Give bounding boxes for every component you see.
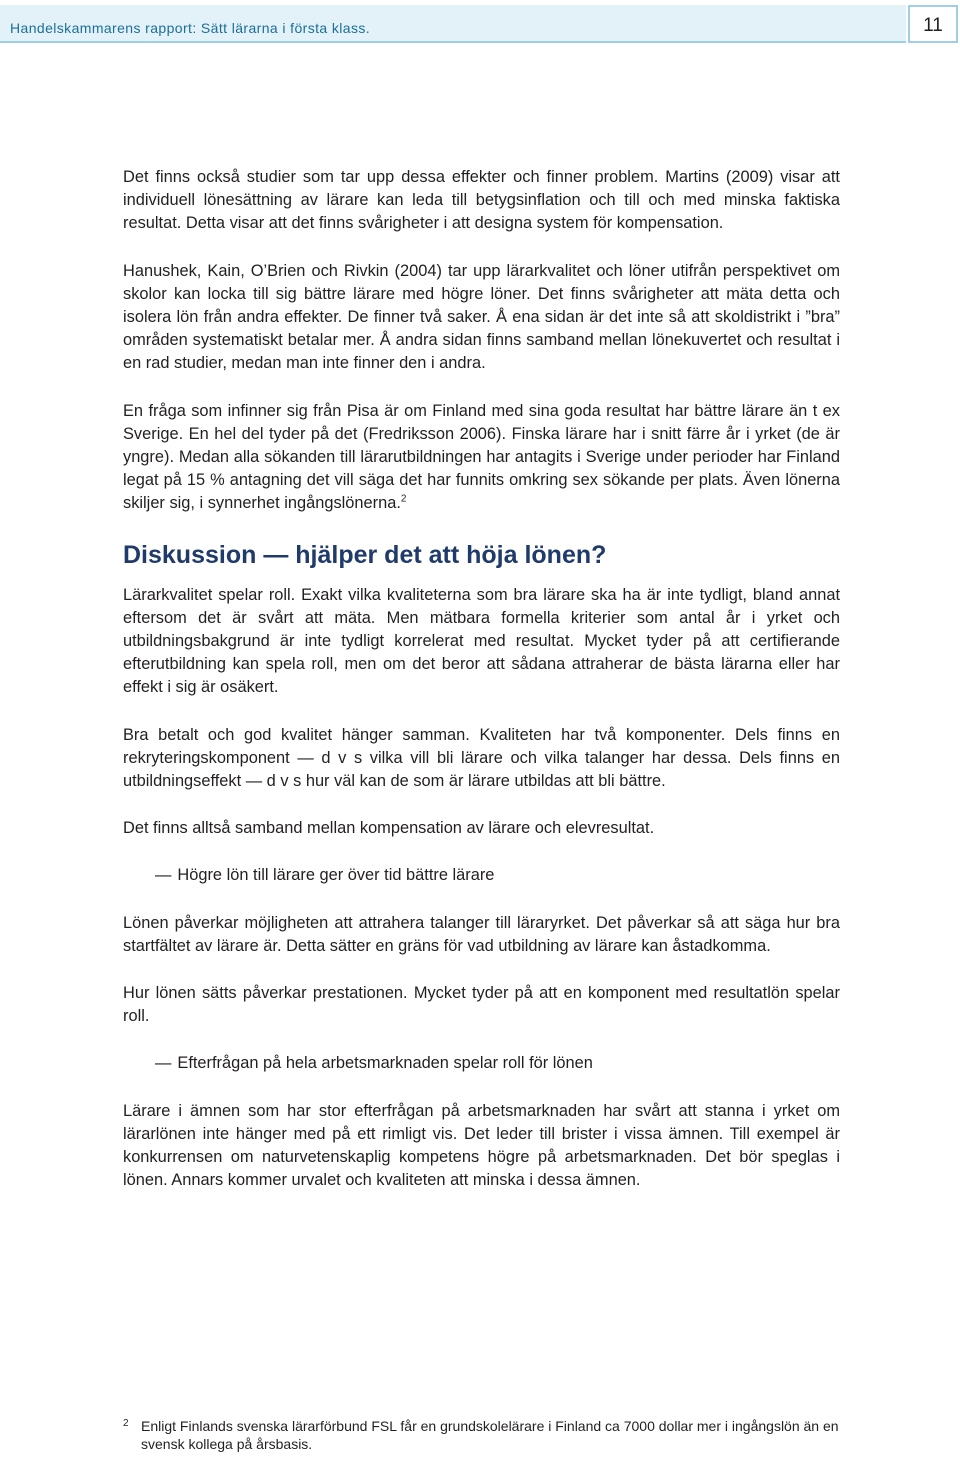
paragraph: Lärare i ämnen som har stor efterfrågan på arbetsmarknaden har svårt att stanna i yrket om lärarlönen inte hänger med på ett rimligt vis. Det leder till brister i vissa ämnen. Till exempel är konkurrensen om naturvetenskaplig kompetens högre på arbetsmarknaden. Det bör speglas i lönen. Annars kommer urvalet och kvaliteten att minska i dessa ämnen. xyxy=(123,1101,840,1190)
paragraph: Hur lönen sätts påverkar prestationen. Mycket tyder på att en komponent med resultatlön spelar roll. xyxy=(123,984,840,1026)
dash-item-text: Efterfrågan på hela arbetsmarknaden spelar roll för lönen xyxy=(177,1054,593,1073)
paragraph: Det finns också studier som tar upp dessa effekter och finner problem. Martins (2009) visar att individuell lönesättning av lärare kan leda till betygsinflation och till och med minska faktiska resultat. Detta visar att det finns svårigheter i att designa system för kompensation. xyxy=(123,168,840,233)
section-heading: Diskussion — hjälper det att höja lönen? xyxy=(123,540,607,569)
dash-marker: — xyxy=(155,866,172,885)
body-text xyxy=(123,166,840,1193)
paragraph: Hanushek, Kain, O’Brien och Rivkin (2004) tar upp lärarkvalitet och löner utifrån perspektivet om skolor kan locka till sig bättre lärare med högre löner. Det finns svårigheter att mäta detta och isolera lön från andra effekter. De finner två saker. Å ena sidan är det inte så att skoldistrikt i ”bra” områden systematiskt betalar mer. Å andra sidan finns samband mellan lönekuvertet och resultat i en rad studier, medan man inte finner den i andra. xyxy=(123,261,840,373)
paragraph xyxy=(123,400,840,516)
paragraph-text: En fråga som infinner sig från Pisa är om Finland med sina goda resultat har bättre lärare än t ex Sverige. En hel del tyder på det (Fredriksson 2006). Finska lärare har i snitt färre år i yrket (de är yngre). Medan alla sökanden till lärarutbildningen har antagits i Sverige under perioder har Finland legat på 15 % antagning det vill säga det har funnits omkring sex sökande per plats. Även lönerna skiljer sig, i synnerhet ingångslönerna. xyxy=(123,401,840,513)
footnote-text: Enligt Finlands svenska lärarförbund FSL får en grundskolelärare i Finland ca 7000 dollar mer i ingångslön än en svensk kollega på årsbasis. xyxy=(141,1418,839,1452)
paragraph: Det finns alltså samband mellan kompensation av lärare och elevresultat. xyxy=(123,819,655,838)
footnote-marker: 2 xyxy=(123,1418,129,1429)
page-number: 11 xyxy=(923,15,943,36)
paragraph: Lärarkvalitet spelar roll. Exakt vilka kvaliteterna som bra lärare ska ha är inte tydligt, bland annat eftersom det är svårt att mäta. Men mätbara formella kriterier som antal år i yrket och utbildningsbakgrund är inte tydligt korrelerat med resultat. Mycket tyder på att certifierande efterutbildning kan spela roll, men om det beror att sådana attraherar de bästa lärarna eller har effekt i sig är osäkert. xyxy=(123,585,840,697)
header-bar xyxy=(0,5,906,43)
paragraph: Lönen påverkar möjligheten att attrahera talanger till läraryrket. Det påverkar så att säga hur bra startfältet av lärare är. Detta sätter en gräns för vad utbildning av lärare kan åstadkomma. xyxy=(123,913,840,955)
page-number-box xyxy=(908,5,958,43)
footnote xyxy=(123,1418,840,1453)
paragraph: Bra betalt och god kvalitet hänger samman. Kvaliteten har två komponenter. Dels finns en rekryteringskomponent — d v s vilka vill bli lärare och vilka talanger har dessa. Dels finns en utbildningseffekt — d v s hur väl kan de som är lärare utbildas att bli bättre. xyxy=(123,725,840,791)
dash-list-item xyxy=(155,1052,840,1075)
dash-marker: — xyxy=(155,1054,172,1073)
report-title: Handelskammarens rapport: Sätt lärarna i första klass. xyxy=(10,20,371,36)
page-header xyxy=(0,0,960,44)
footnote-reference[interactable]: 2 xyxy=(400,493,407,505)
dash-list-item xyxy=(155,864,840,887)
dash-item-text: Högre lön till lärare ger över tid bättre lärare xyxy=(177,866,495,885)
